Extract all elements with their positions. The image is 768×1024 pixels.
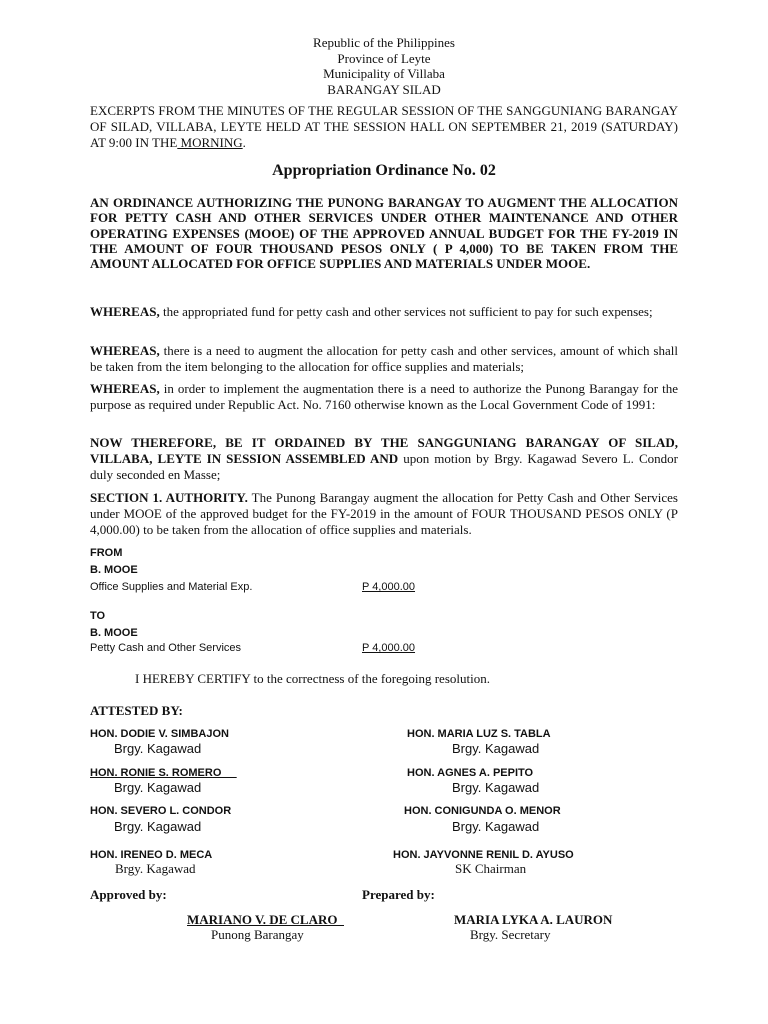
signatory-name: HON. CONIGUNDA O. MENOR	[404, 805, 561, 817]
certification-statement: I HEREBY CERTIFY to the correctness of the foregoing resolution.	[135, 671, 490, 686]
whereas-lead: WHEREAS,	[90, 381, 160, 396]
whereas-text: the appropriated fund for petty cash and other services not sufficient to pay for such expenses;	[159, 304, 653, 319]
section-1-lead: SECTION 1. AUTHORITY.	[90, 490, 248, 505]
now-therefore-lead: NOW THEREFORE, BE IT ORDAINED BY THE SANGGUNIANG BARANGAY OF SILAD, VILLABA, LEYTE IN SESSION ASSEMBLED AND	[90, 435, 678, 466]
signatory-title: Brgy. Kagawad	[452, 780, 540, 795]
now-therefore-text: upon motion by Brgy. Kagawad Severo L. Condor duly seconded en Masse;	[90, 451, 678, 482]
signatory-name: HON. JAYVONNE RENIL D. AYUSO	[393, 849, 574, 861]
section-1-authority	[90, 490, 678, 538]
header-barangay: BARANGAY SILAD	[327, 81, 441, 97]
whereas-lead: WHEREAS,	[90, 343, 160, 358]
from-heading: FROM	[90, 547, 123, 559]
approver-title: Punong Barangay	[211, 927, 304, 942]
header-municipality: Municipality of Villaba	[323, 66, 445, 81]
preparer-name: MARIA LYKA A. LAURON	[454, 912, 613, 927]
header-republic: Republic of the Philippines	[313, 35, 455, 50]
document-header	[0, 35, 768, 97]
whereas-clause-3	[90, 381, 678, 413]
signatory-title: SK Chairman	[455, 861, 527, 876]
now-therefore-clause	[90, 435, 678, 483]
session-excerpt	[90, 103, 678, 151]
signatory-name: HON. SEVERO L. CONDOR	[90, 805, 232, 817]
signatory-name: HON. AGNES A. PEPITO	[407, 767, 534, 779]
approved-by-label: Approved by:	[90, 887, 167, 902]
ordinance-title: Appropriation Ordinance No. 02	[272, 162, 496, 179]
from-amount: P 4,000.00	[362, 581, 416, 593]
signatory-title: Brgy. Kagawad	[115, 861, 196, 876]
whereas-clause-2	[90, 343, 678, 375]
to-amount: P 4,000.00	[362, 642, 416, 654]
from-category: B. MOOE	[90, 564, 138, 576]
signatory-title: Brgy. Kagawad	[114, 780, 202, 795]
excerpt-morning: MORNING	[177, 135, 243, 150]
from-item: Office Supplies and Material Exp.	[90, 581, 253, 593]
to-item: Petty Cash and Other Services	[90, 642, 242, 654]
excerpt-period: .	[242, 135, 246, 150]
signatory-name: HON. RONIE S. ROMERO	[90, 767, 237, 779]
header-province: Province of Leyte	[337, 50, 431, 66]
whereas-text: in order to implement the augmentation there is a need to authorize the Punong Barangay for the purpose as required under Republic Act. No. 7160 otherwise known as the Local Government Code of 1991:	[90, 381, 678, 412]
whereas-clause-1	[90, 304, 678, 320]
whereas-text: there is a need to augment the allocation for petty cash and other services, amount of which shall be taken from the item belonging to the allocation for office supplies and materials;	[90, 343, 678, 374]
signatory-name: HON. IRENEO D. MECA	[90, 849, 213, 861]
signatory-title: Brgy. Kagawad	[114, 741, 202, 756]
signatory-name: HON. MARIA LUZ S. TABLA	[407, 728, 551, 740]
preparer-title: Brgy. Secretary	[470, 927, 551, 942]
signatory-title: Brgy. Kagawad	[114, 819, 202, 834]
whereas-lead: WHEREAS,	[90, 304, 160, 319]
to-category: B. MOOE	[90, 627, 138, 639]
prepared-by-label: Prepared by:	[362, 887, 435, 902]
attested-by-label: ATTESTED BY:	[90, 703, 183, 718]
ordinance-statement: AN ORDINANCE AUTHORIZING THE PUNONG BARANGAY TO AUGMENT THE ALLOCATION FOR PETTY CASH AND OTHER SERVICES UNDER OTHER MAINTENANCE AND OTHER OPERATING EXPENSES (MOOE) OF THE APPROVED ANNUAL BUDGET FOR THE FY-2019 IN THE AMOUNT OF FOUR THOUSAND PESOS ONLY ( P 4,000) TO BE TAKEN FROM THE AMOUNT ALLOCATED FOR OFFICE SUPPLIES AND MATERIALS UNDER MOOE.	[90, 195, 678, 272]
signatory-title: Brgy. Kagawad	[452, 741, 540, 756]
signatory-name: HON. DODIE V. SIMBAJON	[90, 728, 229, 740]
to-heading: TO	[90, 610, 106, 622]
excerpt-text: EXCERPTS FROM THE MINUTES OF THE REGULAR SESSION OF THE SANGGUNIANG BARANGAY OF SILAD, VILLABA, LEYTE HELD AT THE SESSION HALL ON SEPTEMBER 21, 2019 (SATURDAY) AT 9:00 IN THE	[90, 103, 678, 150]
approver-name: MARIANO V. DE CLARO	[187, 912, 344, 927]
section-1-text: The Punong Barangay augment the allocation for Petty Cash and Other Services under MOOE of the approved budget for the FY-2019 in the amount of FOUR THOUSAND PESOS ONLY (P 4,000.00) to be taken from the allocation of office supplies and materials.	[90, 490, 678, 537]
signatory-title: Brgy. Kagawad	[452, 819, 540, 834]
